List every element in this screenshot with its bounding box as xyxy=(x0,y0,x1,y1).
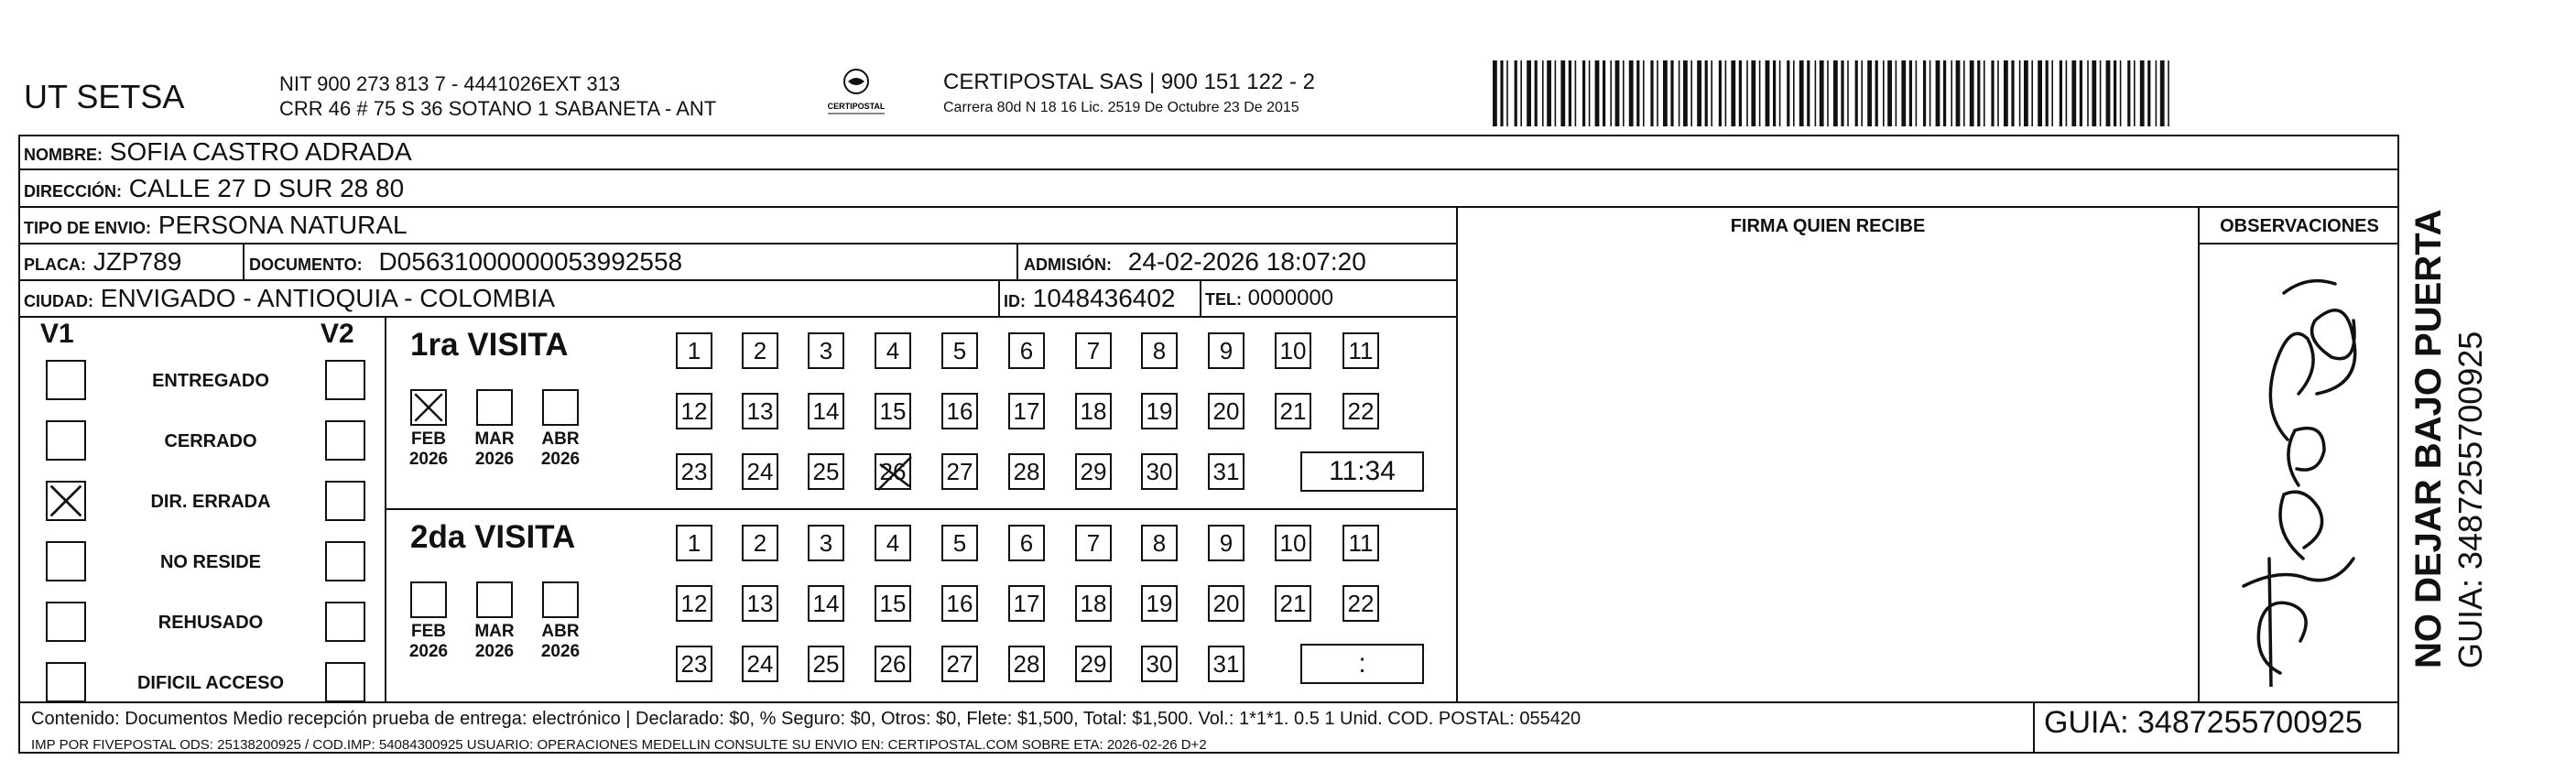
barcode-bar xyxy=(1506,60,1508,126)
observaciones-header: OBSERVACIONES xyxy=(2220,216,2379,236)
v1-label: V1 xyxy=(40,319,74,349)
barcode-bar xyxy=(1751,60,1755,126)
barcode-bar xyxy=(2051,60,2053,126)
day-box[interactable]: 2 xyxy=(742,525,778,561)
barcode-bar xyxy=(1582,60,1585,126)
month-caption xyxy=(401,429,456,470)
tel-value: 0000000 xyxy=(1247,286,1334,310)
direccion-label: DIRECCIÓN: xyxy=(24,182,122,201)
v1-checkbox[interactable] xyxy=(46,481,86,521)
barcode-bar xyxy=(1847,60,1849,126)
placa-value: JZP789 xyxy=(92,247,182,276)
barcode-bar xyxy=(1555,60,1557,126)
barcode-bar xyxy=(2024,60,2028,126)
divider xyxy=(998,279,1000,316)
month-checkbox[interactable] xyxy=(542,389,579,426)
barcode-bar xyxy=(1636,60,1639,126)
barcode-bar xyxy=(1615,60,1620,126)
direccion-value: CALLE 27 D SUR 28 80 xyxy=(128,174,405,202)
barcode-bar xyxy=(1711,60,1712,126)
barcode-bar xyxy=(2100,60,2102,126)
barcode-bar xyxy=(2011,60,2014,126)
divider xyxy=(18,243,1456,244)
day-box[interactable]: 9 xyxy=(1208,332,1245,369)
barcode-bar xyxy=(1650,60,1653,126)
status-label: ENTREGADO xyxy=(152,371,269,391)
barcode-bar xyxy=(1739,60,1742,126)
v1-checkbox[interactable] xyxy=(46,420,86,461)
barcode-bar xyxy=(2087,60,2089,126)
divider xyxy=(1456,206,1458,701)
visit-time[interactable]: 11:34 xyxy=(1300,451,1424,492)
side-guia: GUIA: 3487255700925 xyxy=(2451,331,2489,668)
barcode-bar xyxy=(1746,60,1748,126)
barcode-bar xyxy=(2134,60,2136,126)
documento-value: D05631000000053992558 xyxy=(378,247,683,276)
barcode-bar xyxy=(1943,60,1946,126)
admision-value: 24-02-2026 18:07:20 xyxy=(1127,247,1366,276)
guia-number: GUIA: 3487255700925 xyxy=(2044,705,2363,740)
divider xyxy=(2198,206,2200,701)
day-box[interactable]: 14 xyxy=(808,585,844,622)
barcode-bar xyxy=(2106,60,2111,126)
month-caption xyxy=(533,622,588,662)
day-box[interactable]: 13 xyxy=(742,585,778,622)
direccion-field xyxy=(24,176,404,204)
day-box[interactable]: 30 xyxy=(1141,453,1178,490)
day-box[interactable]: 2 xyxy=(742,332,778,369)
year-label: 2026 xyxy=(540,450,581,469)
company-address: CRR 46 # 75 S 36 SOTANO 1 SABANETA - ANT xyxy=(279,97,717,120)
month-caption xyxy=(533,429,588,470)
day-box[interactable]: 10 xyxy=(1275,525,1311,561)
year-label: 2026 xyxy=(408,642,449,661)
day-box[interactable]: 7 xyxy=(1075,525,1112,561)
barcode-icon xyxy=(1493,60,2175,126)
month-label: ABR xyxy=(541,622,580,641)
nombre-label: NOMBRE: xyxy=(24,146,103,164)
day-box[interactable]: 28 xyxy=(1008,646,1045,682)
barcode-bar xyxy=(1589,60,1591,126)
day-box[interactable]: 19 xyxy=(1141,585,1178,622)
barcode-bar xyxy=(2066,60,2068,126)
year-label: 2026 xyxy=(474,450,515,469)
day-box[interactable]: 15 xyxy=(875,585,911,622)
ciudad-value: ENVIGADO - ANTIOQUIA - COLOMBIA xyxy=(100,284,556,312)
day-box[interactable]: 21 xyxy=(1275,585,1311,622)
day-box[interactable]: 20 xyxy=(1208,585,1245,622)
day-box[interactable]: 21 xyxy=(1275,393,1311,429)
barcode-bar xyxy=(2019,60,2021,126)
ciudad-label: CIUDAD: xyxy=(24,292,93,310)
v1-checkbox[interactable] xyxy=(46,541,86,581)
day-box[interactable]: 20 xyxy=(1208,393,1245,429)
barcode-bar xyxy=(1515,60,1517,126)
year-label: 2026 xyxy=(408,450,449,469)
tipo-envio-field xyxy=(24,212,408,241)
month-checkbox[interactable] xyxy=(476,389,513,426)
barcode-bar xyxy=(1670,60,1673,126)
barcode-bar xyxy=(1923,60,1926,126)
day-box[interactable]: 18 xyxy=(1075,393,1112,429)
barcode-bar xyxy=(2147,60,2150,126)
barcode-bar xyxy=(1773,60,1776,126)
month-caption xyxy=(467,429,522,470)
tipo-envio-value: PERSONA NATURAL xyxy=(158,211,408,239)
barcode-bar xyxy=(1766,60,1770,126)
month-caption xyxy=(467,622,522,662)
tel-label: TEL: xyxy=(1205,290,1242,309)
barcode-bar xyxy=(1493,60,1497,126)
v2-checkbox[interactable] xyxy=(325,602,365,642)
day-box[interactable]: 9 xyxy=(1208,525,1245,561)
barcode-bar xyxy=(1683,60,1688,126)
placa-field xyxy=(24,249,181,277)
barcode-bar xyxy=(1793,60,1795,126)
day-box[interactable]: 12 xyxy=(676,393,712,429)
barcode-bar xyxy=(1820,60,1824,126)
barcode-bar xyxy=(1610,60,1612,126)
month-label: MAR xyxy=(474,622,515,641)
barcode-bar xyxy=(1936,60,1940,126)
barcode-bar xyxy=(1841,60,1843,126)
month-label: ABR xyxy=(541,429,580,449)
visit-title: 1ra VISITA xyxy=(410,327,569,363)
day-box[interactable]: 5 xyxy=(941,525,978,561)
barcode-bar xyxy=(1963,60,1965,126)
divider xyxy=(18,316,1456,318)
year-label: 2026 xyxy=(540,642,581,661)
divider xyxy=(18,168,2399,170)
day-box[interactable]: 29 xyxy=(1075,646,1112,682)
day-box[interactable]: 15 xyxy=(875,393,911,429)
courier-address: Carrera 80d N 18 16 Lic. 2519 De Octubre 23 De 2015 xyxy=(943,100,1299,115)
status-label: DIFICIL ACCESO xyxy=(136,673,284,693)
day-box[interactable]: 31 xyxy=(1208,453,1245,490)
v2-checkbox[interactable] xyxy=(325,481,365,521)
barcode-bar xyxy=(1663,60,1668,126)
barcode-bar xyxy=(1535,60,1538,126)
barcode-bar xyxy=(1970,60,1974,126)
barcode-bar xyxy=(1575,60,1577,126)
barcode-bar xyxy=(1623,60,1625,126)
v2-checkbox[interactable] xyxy=(325,360,365,400)
day-box[interactable]: 28 xyxy=(1008,453,1045,490)
barcode-bar xyxy=(1984,60,1985,126)
barcode-bar xyxy=(1731,60,1735,126)
day-box[interactable]: 26 xyxy=(875,646,911,682)
day-box[interactable]: 1 xyxy=(676,525,712,561)
v2-checkbox[interactable] xyxy=(325,420,365,461)
barcode-bar xyxy=(1875,60,1878,126)
day-box[interactable]: 11 xyxy=(1342,332,1379,369)
day-box[interactable]: 27 xyxy=(941,646,978,682)
barcode-bar xyxy=(2004,60,2008,126)
barcode-bar xyxy=(1500,60,1503,126)
v2-label: V2 xyxy=(321,319,354,349)
barcode-bar xyxy=(2114,60,2116,126)
day-box[interactable]: 25 xyxy=(808,646,844,682)
day-box[interactable]: 18 xyxy=(1075,585,1112,622)
barcode-bar xyxy=(1725,60,1727,126)
documento-label: DOCUMENTO: xyxy=(249,255,363,274)
day-box[interactable]: 24 xyxy=(742,646,778,682)
divider xyxy=(18,701,2399,703)
tipo-envio-label: TIPO DE ENVIO: xyxy=(24,219,152,237)
day-box[interactable]: 12 xyxy=(676,585,712,622)
month-label: FEB xyxy=(411,429,446,449)
barcode-bar xyxy=(1951,60,1952,126)
day-box[interactable]: 11 xyxy=(1342,525,1379,561)
barcode-bar xyxy=(1867,60,1872,126)
month-checkbox[interactable] xyxy=(410,389,447,426)
id-field xyxy=(1004,286,1176,314)
barcode-bar xyxy=(1697,60,1701,126)
day-box[interactable]: 8 xyxy=(1141,525,1178,561)
id-value: 1048436402 xyxy=(1032,284,1176,312)
day-box[interactable]: 3 xyxy=(808,332,844,369)
imp-line: IMP POR FIVEPOSTAL ODS: 25138200925 / COD.IMP: 54084300925 USUARIO: OPERACIONES MEDELLIN CONSULTE SU ENVIO EN: CERTIPOSTAL.COM SOBRE ETA: 2026-02-26 D+2 xyxy=(31,737,1207,753)
day-box[interactable]: 1 xyxy=(676,332,712,369)
day-box[interactable]: 6 xyxy=(1008,332,1045,369)
firma-header: FIRMA QUIEN RECIBE xyxy=(1730,216,1926,236)
barcode-bar xyxy=(1690,60,1692,126)
day-box[interactable]: 24 xyxy=(742,453,778,490)
barcode-bar xyxy=(1547,60,1551,126)
barcode-bar xyxy=(1833,60,1838,126)
admision-field xyxy=(1024,249,1366,277)
barcode-bar xyxy=(1861,60,1863,126)
day-box[interactable]: 13 xyxy=(742,393,778,429)
barcode-bar xyxy=(2120,60,2122,126)
barcode-bar xyxy=(1916,60,1918,126)
barcode-bar xyxy=(2168,60,2169,126)
barcode-bar xyxy=(1719,60,1722,126)
day-box[interactable]: 4 xyxy=(875,525,911,561)
certipostal-logo-icon xyxy=(806,66,907,117)
barcode-bar xyxy=(1956,60,1961,126)
barcode-bar xyxy=(2046,60,2049,126)
day-box[interactable]: 27 xyxy=(941,453,978,490)
handwritten-signature-icon xyxy=(2216,256,2390,687)
barcode-bar xyxy=(2038,60,2042,126)
day-box[interactable]: 30 xyxy=(1141,646,1178,682)
divider xyxy=(1200,279,1201,316)
barcode-bar xyxy=(1542,60,1544,126)
month-caption xyxy=(401,622,456,662)
divider xyxy=(1016,243,1018,279)
visit-time[interactable]: : xyxy=(1300,644,1424,684)
documento-field xyxy=(249,249,682,277)
day-box[interactable]: 25 xyxy=(808,453,844,490)
barcode-bar xyxy=(1855,60,1858,126)
barcode-bar xyxy=(2160,60,2165,126)
barcode-bar xyxy=(2071,60,2076,126)
day-box[interactable]: 17 xyxy=(1008,585,1045,622)
status-label: DIR. ERRADA xyxy=(150,492,271,512)
courier-name: CERTIPOSTAL SAS | 900 151 122 - 2 xyxy=(943,70,1315,94)
visit-title: 2da VISITA xyxy=(410,519,576,555)
barcode-bar xyxy=(1807,60,1810,126)
barcode-bar xyxy=(1799,60,1804,126)
id-label: ID: xyxy=(1004,292,1026,310)
divider xyxy=(385,316,386,701)
barcode-bar xyxy=(1629,60,1634,126)
barcode-bar xyxy=(1643,60,1645,126)
barcode-bar xyxy=(2092,60,2096,126)
logo-text: CERTIPOSTAL xyxy=(827,102,886,111)
divider xyxy=(18,279,1456,281)
ciudad-field xyxy=(24,286,555,314)
barcode-bar xyxy=(1779,60,1781,126)
barcode-bar xyxy=(1901,60,1906,126)
barcode-bar xyxy=(1527,60,1531,126)
barcode-bar xyxy=(1896,60,1897,126)
barcode-bar xyxy=(2140,60,2145,126)
month-checkbox[interactable] xyxy=(476,581,513,618)
divider xyxy=(18,206,2399,208)
barcode-bar xyxy=(1883,60,1885,126)
day-box[interactable]: 22 xyxy=(1342,393,1379,429)
divider xyxy=(2033,701,2035,754)
barcode-bar xyxy=(2127,60,2130,126)
company-details xyxy=(279,71,716,121)
nombre-field xyxy=(24,139,412,168)
day-box[interactable]: 16 xyxy=(941,393,978,429)
day-box[interactable]: 29 xyxy=(1075,453,1112,490)
status-label: CERRADO xyxy=(164,431,257,451)
day-box[interactable]: 7 xyxy=(1075,332,1112,369)
month-label: MAR xyxy=(474,429,515,449)
contenido-line: Contenido: Documentos Medio recepción prueba de entrega: electrónico | Declarado: $0, % Seguro: $0, Otros: $0, Flete: $1,500, Total: $1,500. Vol.: 1*1*1. 0.5 1 Unid. COD. POSTAL: 055420 xyxy=(31,709,1581,729)
barcode-bar xyxy=(1787,60,1789,126)
check-mark-icon xyxy=(412,391,445,424)
day-box[interactable]: 5 xyxy=(941,332,978,369)
v2-checkbox[interactable] xyxy=(325,662,365,702)
day-box[interactable]: 8 xyxy=(1141,332,1178,369)
barcode-bar xyxy=(1815,60,1817,126)
month-label: FEB xyxy=(411,622,446,641)
tel-field xyxy=(1205,286,1333,312)
nit-line: NIT 900 273 813 7 - 4441026EXT 313 xyxy=(279,72,621,95)
day-box[interactable]: 6 xyxy=(1008,525,1045,561)
barcode-bar xyxy=(1909,60,1912,126)
courier-details xyxy=(943,70,1315,116)
v1-checkbox[interactable] xyxy=(46,602,86,642)
day-box[interactable]: 4 xyxy=(875,332,911,369)
day-mark-icon xyxy=(876,455,913,492)
admision-label: ADMISIÓN: xyxy=(1024,255,1112,274)
status-label: NO RESIDE xyxy=(159,552,262,572)
barcode-bar xyxy=(1657,60,1658,126)
day-box[interactable]: 22 xyxy=(1342,585,1379,622)
day-box[interactable]: 23 xyxy=(676,646,712,682)
barcode-bar xyxy=(1929,60,1931,126)
barcode-bar xyxy=(2080,60,2082,126)
barcode-bar xyxy=(1569,60,1571,126)
barcode-bar xyxy=(1887,60,1892,126)
check-mark-icon xyxy=(48,483,84,519)
divider xyxy=(385,508,1456,510)
day-box[interactable]: 17 xyxy=(1008,393,1045,429)
v1-checkbox[interactable] xyxy=(46,662,86,702)
placa-label: PLACA: xyxy=(24,255,86,274)
year-label: 2026 xyxy=(474,642,515,661)
barcode-bar xyxy=(1595,60,1600,126)
barcode-bar xyxy=(1603,60,1605,126)
month-checkbox[interactable] xyxy=(542,581,579,618)
barcode-bar xyxy=(2060,60,2062,126)
day-box[interactable]: 10 xyxy=(1275,332,1311,369)
barcode-bar xyxy=(1991,60,1994,126)
divider xyxy=(243,243,245,279)
v1-checkbox[interactable] xyxy=(46,360,86,400)
divider xyxy=(2198,243,2399,244)
barcode-bar xyxy=(2031,60,2033,126)
month-checkbox[interactable] xyxy=(410,581,447,618)
nombre-value: SOFIA CASTRO ADRADA xyxy=(109,137,412,166)
side-banner xyxy=(2408,209,2537,668)
company-name: UT SETSA xyxy=(24,78,185,115)
barcode-bar xyxy=(1997,60,1999,126)
day-box[interactable]: 23 xyxy=(676,453,712,490)
day-box[interactable]: 26 xyxy=(875,453,911,490)
no-dejar-warning: NO DEJAR BAJO PUERTA xyxy=(2408,209,2449,668)
day-box[interactable]: 14 xyxy=(808,393,844,429)
day-box[interactable]: 3 xyxy=(808,525,844,561)
barcode-bar xyxy=(1759,60,1761,126)
barcode-bar xyxy=(1560,60,1565,126)
day-box[interactable]: 19 xyxy=(1141,393,1178,429)
barcode-bar xyxy=(1827,60,1829,126)
day-box[interactable]: 31 xyxy=(1208,646,1245,682)
barcode-bar xyxy=(1977,60,1980,126)
barcode-bar xyxy=(1679,60,1680,126)
day-box[interactable]: 16 xyxy=(941,585,978,622)
barcode-bar xyxy=(1705,60,1708,126)
barcode-bar xyxy=(1520,60,1522,126)
status-label: REHUSADO xyxy=(158,613,264,633)
barcode-bar xyxy=(2156,60,2158,126)
v2-checkbox[interactable] xyxy=(325,541,365,581)
